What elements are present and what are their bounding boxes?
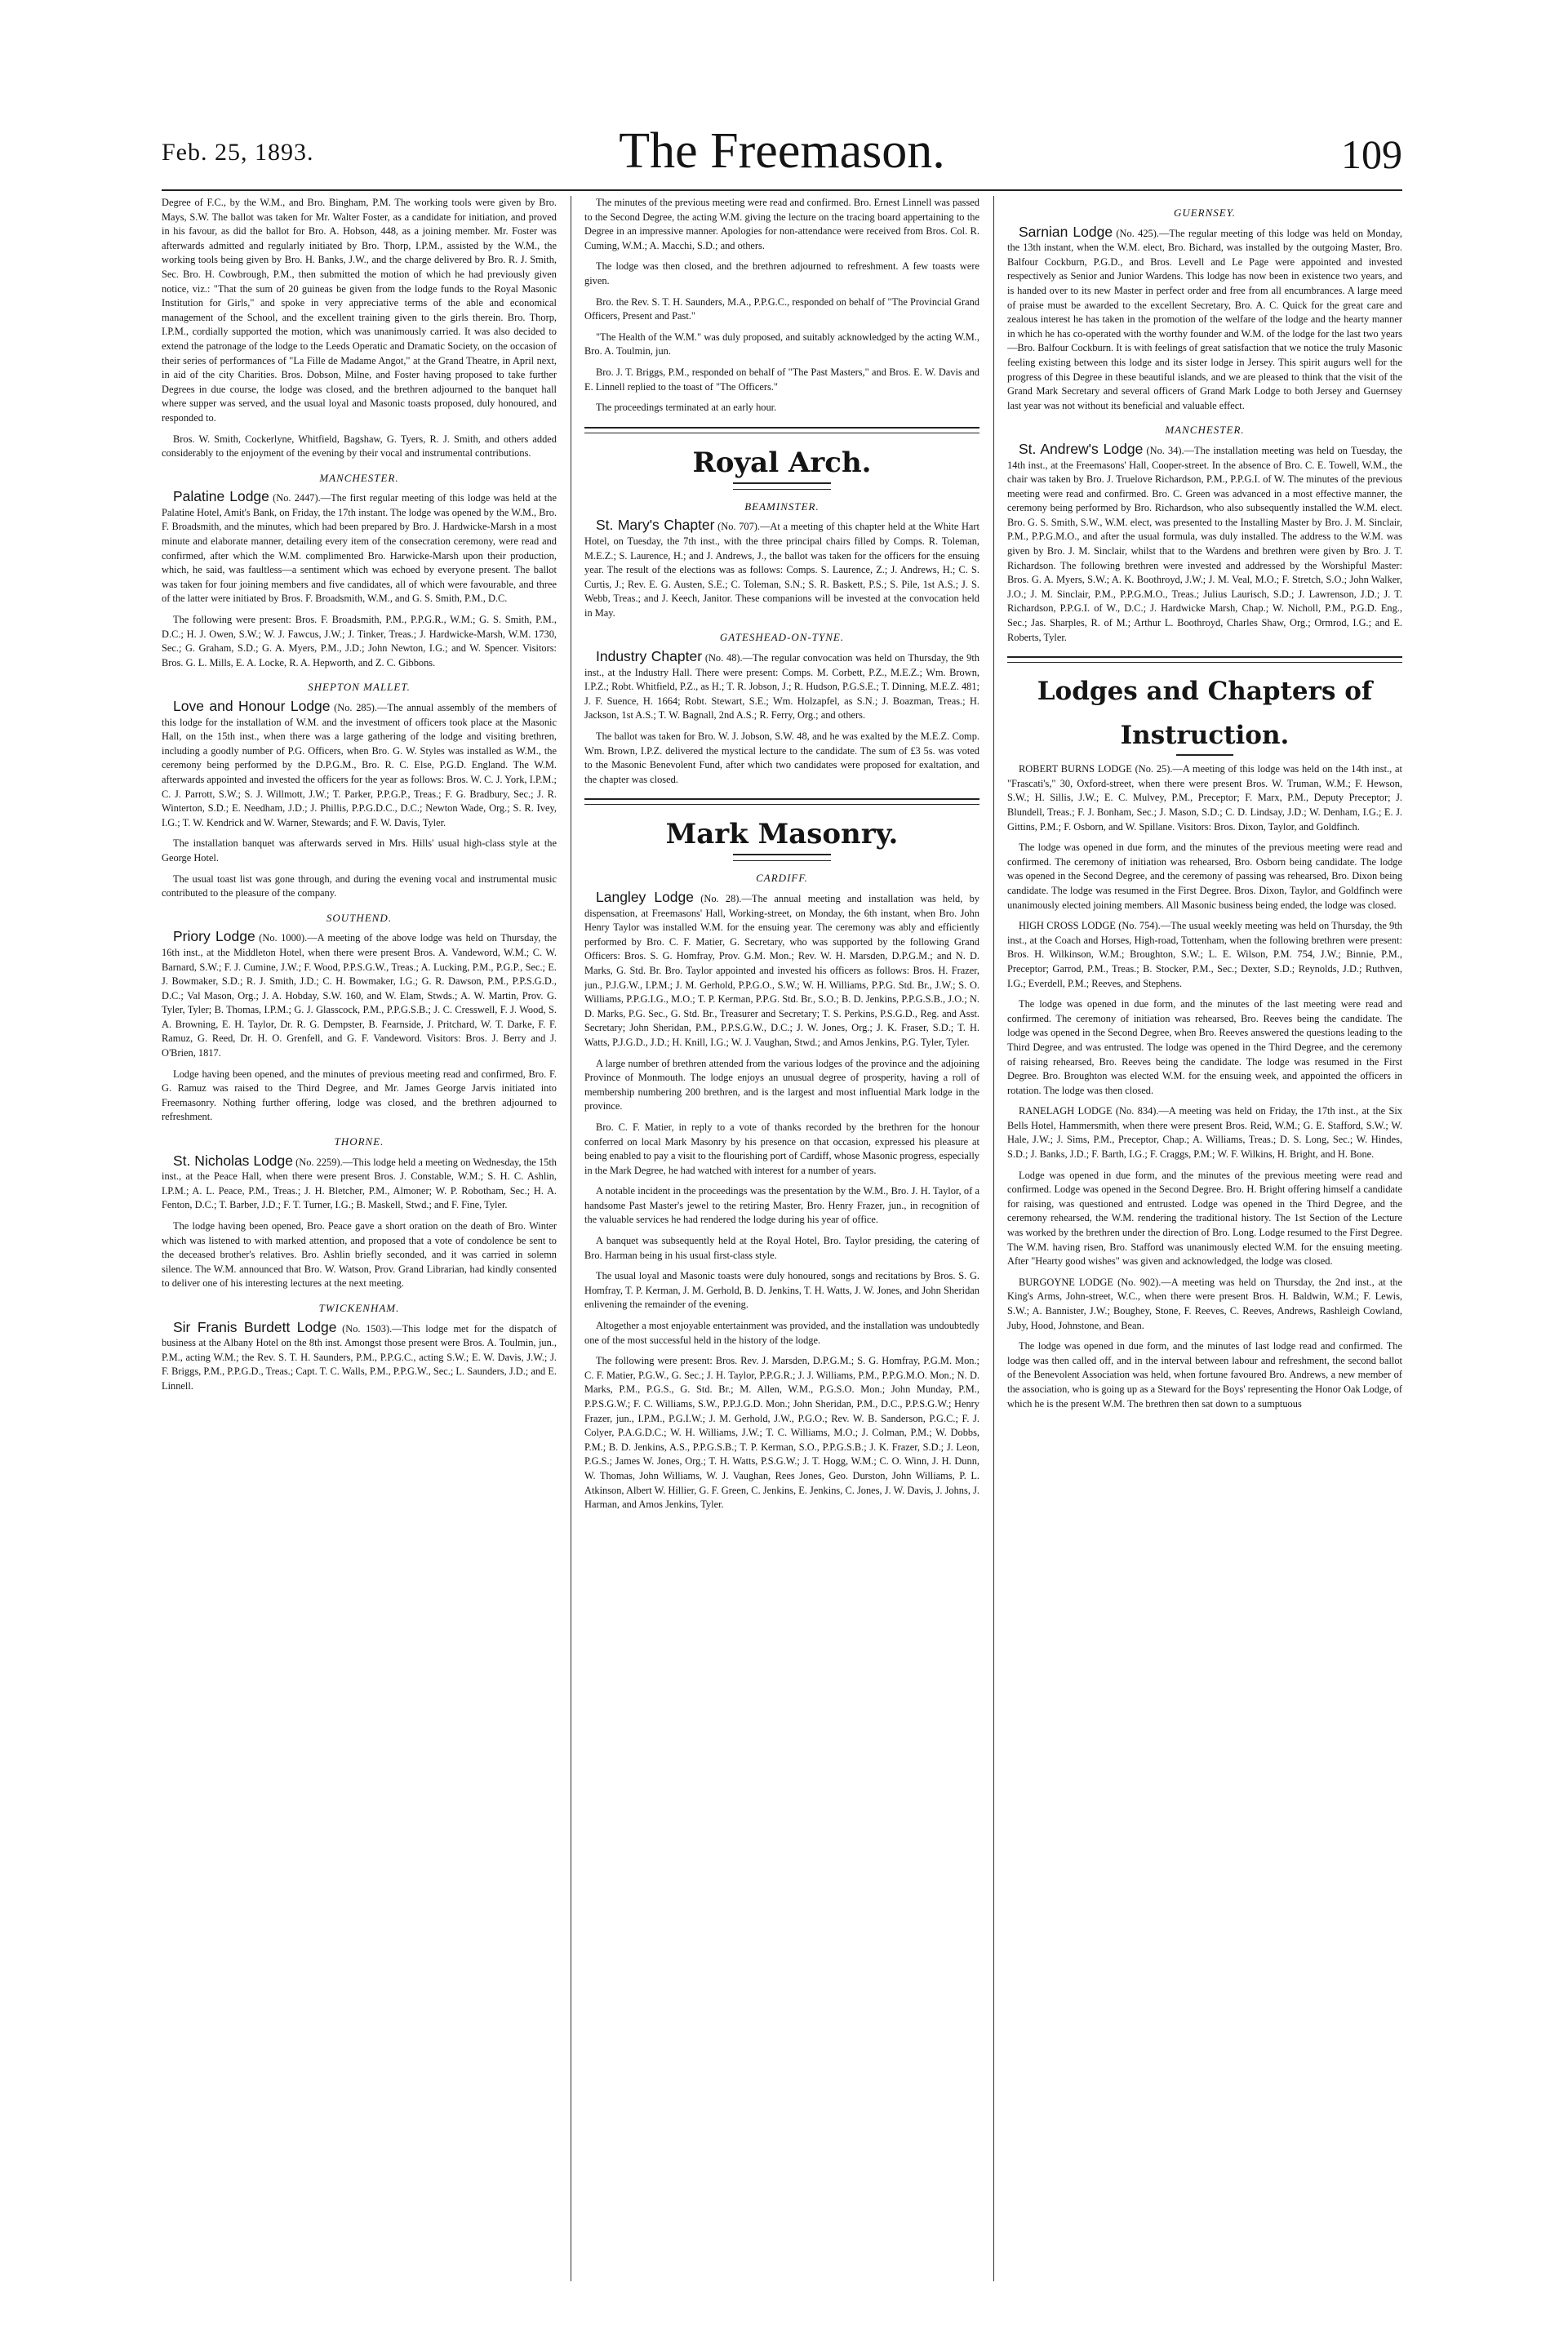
chapter-name: Industry Chapter [596, 648, 703, 665]
chapter-report [584, 518, 979, 620]
place-heading: GUERNSEY. [1173, 206, 1237, 219]
article-paragraph: Bro. C. F. Matier, in reply to a vote of thanks recorded by the brethren for the honour conferred on local Mark Masonry by his presence on that occasion, expressed his pleasure at being enabled to pay a visit to the flourishing port of Cardiff, whose Masonic progress, especially in the Mark Degree, he had watched with interest for a number of years. [584, 1121, 979, 1176]
report-text: (No. 28).—The annual meeting and installation was held, by dispensation, at Freemasons' Hall, Working-street, on Monday, the 6th instant, when Bro. John Henry Taylor was installed W.M. for the ensuing year. The ceremony was ably and efficiently performed by Bro. C. F. Matier, G. Secretary, who was supported by the following Grand Officers: Bros. S. G. Homfray, Prov. G.M. Mon.; Rev. W. H. Marsden, D.P.G.M.; and N. D. Marks, G. Std. Br. Bro. Taylor appointed and invested his officers as follows: Bros. H. Frazer, jun., P.J.G.W., I.P.M.; J. M. Gerhold, P.P.G.O., S.W.; W. H. Williams, P.P.G. Std. Br., J.W.; S. O. Williams, P.P.G.I.G., M.O.; T. P. Kerman, P.P.G. Std. Br., S.O.; B. D. Jenkins, P.P.G.S.B., J.O.; N. D. Marks, P.G. Sec., G. Std. Br., Treasurer and Secretary; T. S. Perkins, P.S.G.D., Reg. and Asst. Secretary; John Sheridan, P.M., P.P.S.G.W., D.C.; J. W. Jones, Org.; J. K. Fraser, S.D.; T. H. Watts, P.J.G.D., J.D.; H. Knill, I.G.; W. J. Vaughan, Stwd.; and Amos Jenkins, P.G. Tyler, Tyler. [584, 893, 979, 1048]
article-paragraph: Bro. J. T. Briggs, P.M., responded on behalf of "The Past Masters," and Bros. E. W. Davis and E. Linnell replied to the toast of "The Officers." [584, 366, 979, 393]
report-text: (No. 425).—The regular meeting of this lodge was held on Monday, the 13th instant, when the W.M. elect, Bro. Bichard, was installed by the outgoing Master, Bro. Balfour Cockburn, P.G.D., and Bros. Levell and Le Page were appointed and invested respectively as Senior and Junior Wardens. This lodge has now been in existence two years, and is handed over to its new Master in perfect order and free from all encumbrances. A large meed of praise must be awarded to the excellent Secretary, Bro. A. C. Quick for the great care and zealous interest he has taken in the promotion of the welfare of the lodge and the hearty manner in which he has co-operated with the worthy founder and W.M. of the lodge for the last two years—Bro. Balfour Cockburn. It is with feelings of great satisfaction that we notice the truly Masonic feeling existing between this lodge and its sister lodge in Jersey. This spirit augurs well for the progress of this Degree in these beautiful islands, and we are pleased to think that the visit of the Grand Mark Secretary and several officers of Grand Mark Lodge to both Jersey and Guernsey last year was not without its beneficial and valuable effect. [1007, 227, 1402, 411]
page-number: 109 [1341, 131, 1402, 177]
section-ornament [733, 854, 831, 861]
article-paragraph: The following were present: Bros. F. Broadsmith, P.M., P.P.G.R., W.M.; G. S. Smith, P.M., D.C.; H. J. Owen, S.W.; W. J. Fawcus, J.W.; J. Tinker, Treas.; J. Hardwicke-Marsh, W.M. 1730, Sec.; G. Graham, S.D.; G. A. Myers, P.M., J.D.; John Newton, I.G.; and W. Spencer. Visitors: Bros. G. L. Mills, E. A. Locke, R. A. Hepworth, and Z. C. Gibbons. [162, 614, 557, 668]
column-2 [584, 196, 979, 2281]
article-paragraph: Bros. W. Smith, Cockerlyne, Whitfield, Bagshaw, G. Tyers, R. J. Smith, and others added considerably to the enjoyment of the evening by their vocal and instrumental contributions. [162, 433, 557, 460]
article-paragraph: The lodge was opened in due form, and the minutes of the last meeting were read and confirmed. The ceremony of initiation was rehearsed, Bro. Reeves being the candidate. The lodge was opened in the Second Degree, when Bro. Reeves answered the questions leading to the Third Degree, and was entrusted. The lodge was opened in the Third Degree, and the ceremony of raising rehearsed, Bro. Reeves being the candidate. The lodge was resumed in the First Degree. Bro. Broughton was elected W.M. for the ensuing week, and appointed the officers in rotation. The lodge was then closed. [1007, 998, 1402, 1096]
report-text: (No. 707).—At a meeting of this chapter held at the White Hart Hotel, on Tuesday, the 7th inst., with the three principal chairs filled by Comps. R. Toleman, M.E.Z.; S. Laurence, H.; and J. Andrews, J., the ballot was taken for the officers for the ensuing year. The result of the elections was as follows: Comps. S. Laurence, Z.; J. Andrews, H.; C. S. Curtis, J.; Rev. E. G. Austen, S.E.; C. Toleman, S.N.; S. R. Baskett, P.S.; S. Pile, 1st A.S.; J. S. Webb, Treas.; and J. Keech, Janitor. These companions will be invested at the convocation held in May. [584, 521, 979, 619]
lodge-name: Priory Lodge [173, 928, 255, 945]
report-text: (No. 2447).—The first regular meeting of this lodge was held at the Palatine Hotel, Amit's Bank, on Friday, the 17th instant. The lodge was opened by the W.M., Bro. F. Broadsmith, and the minutes, which had been prepared by Bro. J. Hardwicke-Marsh in a most minute and elaborate manner, detailing every item of the consecration ceremony, were read and confirmed, after which the W.M. complimented Bro. Harwicke-Marsh upon their production, which, he said, was faultless—a sentiment which was echoed by everyone present. The ballot was taken for four joining members and five candidates, all of which were favourable, and three of the latter were initiated by Bros. F. Broadsmith, W.M., and G. S. Smith, P.M., D.C. [162, 492, 557, 605]
report-text: (No. 48).—The regular convocation was held on Thursday, the 9th inst., at the Industry Hall. There were present: Comps. M. Corbett, P.Z., M.E.Z.; Wm. Brown, I.P.Z.; Robt. Whitfield, P.Z., as H.; T. R. Jobson, J.; R. Hudson, P.G.S.E.; T. Dinning, M.E.Z. 481; J. F. Suence, H. 1664; Robt. Stewart, S.E.; Wm. Holzapfel, as S.N.; J. Boazman, Treas.; H. Jackson, 1st A.S.; T. W. Bagnall, 2nd A.S.; R. Ferry, Org.; and others. [584, 652, 979, 722]
section-heading-mark-masonry: Mark Masonry. [665, 818, 899, 851]
article-paragraph: RANELAGH LODGE (No. 834).—A meeting was held on Friday, the 17th inst., at the Six Bells Hotel, Hammersmith, when there were present Bros. Reid, W.M.; G. E. Stafford, S.W.; W. Hale, J.W.; J. Sims, P.M., Preceptor, Chap.; A. Williams, Treas.; D. S. Long, Sec.; W. Hindes, S.D.; J. Banks, J.D.; F. Barth, I.G.; F. Craggs, P.M.; W. F. Wilkins, H. Bright, and H. Bone. [1007, 1105, 1402, 1161]
lodge-name: St. Andrew's Lodge [1019, 440, 1144, 457]
article-paragraph: The usual toast list was gone through, and during the evening vocal and instrumental music contributed to the pleasure of the company. [162, 873, 557, 899]
section-ornament [733, 482, 831, 490]
article-paragraph: Lodge having been opened, and the minutes of previous meeting read and confirmed, Bro. F. G. Ramuz was raised to the Third Degree, and Mr. James George Jarvis initiated into Freemasonry. Nothing further offering, lodge was closed, and the brethren adjourned to refreshment. [162, 1068, 557, 1123]
article-paragraph: The following were present: Bros. Rev. J. Marsden, D.P.G.M.; S. G. Homfray, P.G.M. Mon.; C. F. Matier, P.G.W., G. Sec.; J. H. Taylor, P.P.G.R.; J. J. Williams, P.M., P.P.G.M.O. Mon.; N. D. Marks, P.M., P.G.S., G. Std. Br.; M. Allen, W.M., P.G.S.O. Mon.; John Munday, P.M., P.P.S.G.W.; F. C. Williams, S.W., P.P.J.G.D. Mon.; John Sheridan, P.M., D.C., P.P.S.G.W.; Henry Frazer, jun., I.P.M., P.G.I.W.; J. M. Gerhold, J.W., P.G.O.; Rev. W. B. Sanderson, P.G.C.; F. J. Colyer, P.A.G.D.C.; W. H. Williams, J.W.; T. C. Williams, M.O.; J. Colman, P.M.; W. Dobbs, P.M.; B. D. Jenkins, A.S., P.P.G.S.B.; T. P. Kerman, S.O., P.P.G.S.B.; J. K. Frazer, S.D.; J. Leon, P.G.S.; James W. Jones, Org.; T. H. Watts, P.S.G.W.; J. T. Hogg, W.M.; C. O. Winn, J. H. Dunn, W. Thomas, John Williams, W. J. Vaughan, Rees Jones, Geo. Durston, John Williams, P. L. Atkinson, Albert W. Hillier, G. F. Green, C. Jenkins, E. Jenkins, C. Jones, J. W. Davis, J. Johns, J. Harman, and Amos Jenkins, Tyler. [584, 1355, 979, 1511]
lodge-report [1007, 225, 1402, 414]
chapter-name: St. Mary's Chapter [596, 517, 715, 534]
place-heading: THORNE. [334, 1135, 384, 1148]
report-text: (No. 285).—The annual assembly of the members of this lodge for the installation of W.M. and the investment of officers took place at the Masonic Hall, on the 15th inst., when there was a large gathering of the lodge and visiting brethren, including a goodly number of P.G. Officers, when Bro. G. W. Styles was installed as W.M., the ceremony being performed by the D.P.G.M., Bro. R. C. Else, P.G.D. England. The W.M. afterwards appointed and invested the officers for the year as follows: Bros. W. C. J. York, I.P.M.; C. J. Parrott, S.W.; S. J. Willmott, J.W.; T. Parker, P.P.G.P., Treas.; F. G. Bradbury, Sec.; J. R. Winterton, S.D.; E. Needham, J.D.; J. Phillis, P.P.G.D.C., D.C.; Newton Wade, Org.; S. R. Ivey, I.G.; T. W. Kendrick and W. Warner, Stewards; and F. W. Davis, Tyler. [162, 702, 557, 828]
report-text: (No. 2259).—This lodge held a meeting on Wednesday, the 15th inst., at the Peace Hall, when there were present Bros. J. Constable, W.M.; S. H. C. Ashlin, I.P.M.; A. L. Peace, P.M., Treas.; J. H. Bletcher, P.M., Almoner; W. P. Robotham, Sec.; H. A. Fenton, D.C.; T. Barber, J.D.; F. T. Turner, I.G.; B. Maskell, Stwd.; and F. Fine, Tyler. [162, 1156, 557, 1211]
lodge-report [162, 1318, 557, 1394]
lodge-report [162, 699, 557, 830]
article-paragraph: HIGH CROSS LODGE (No. 754).—The usual weekly meeting was held on Thursday, the 9th inst., at the Coach and Horses, High-road, Tottenham, when the following brethren were present: Bros. H. Wilkinson, W.M.; Broughton, S.W.; L. E. Wilson, P.M. 754, J.W.; Binnie, P.M., Preceptor; Garrod, P.M., Treas.; B. Stocker, P.M., Sec.; Dexter, S.D.; Reynolds, J.D.; Ruthven, I.G.; Everdell, P.M.; Reeves, and Stephens. [1007, 920, 1402, 989]
issue-date: Feb. 25, 1893. [162, 139, 314, 166]
article-paragraph: The proceedings terminated at an early hour. [596, 402, 777, 414]
lodge-report [162, 1154, 557, 1213]
lodge-report [162, 490, 557, 606]
article-paragraph: The ballot was taken for Bro. W. J. Jobson, S.W. 48, and he was exalted by the M.E.Z. Comp. Wm. Brown, I.P.Z. delivered the mystical lecture to the candidate. The sum of £3 5s. was voted to the Masonic Benevolent Fund, after which two candidates were proposed for exaltation, and the chapter was closed. [584, 731, 979, 785]
place-heading: BEAMINSTER. [744, 500, 820, 513]
chapter-report [584, 650, 979, 723]
column-3 [1007, 196, 1402, 2281]
place-heading: CARDIFF. [756, 872, 808, 885]
section-heading-instruction: Instruction. [1120, 721, 1290, 751]
place-heading: MANCHESTER. [319, 471, 399, 484]
section-heading-lodges-chapters: Lodges and Chapters of [1037, 677, 1373, 707]
lodge-name: Sir Franis Burdett Lodge [173, 1318, 337, 1335]
lodge-report [584, 890, 979, 1050]
place-heading: MANCHESTER. [1165, 424, 1245, 437]
column-divider [993, 196, 994, 2281]
place-heading: SOUTHEND. [326, 911, 393, 924]
article-paragraph: The lodge was opened in due form, and the minutes of the previous meeting were read and confirmed. The ceremony of initiation was rehearsed, Bro. Osborn being candidate. The lodge was opened in the Second Degree, and the ceremony of passing was rehearsed, Bro. Dixon being candidate. The lodge was resumed in the First Degree. Bros. Dixon, Taylor, and Goldfinch were unanimously elected joining members. All Masonic business being ended, the lodge was closed. [1007, 842, 1402, 911]
lodge-name: Love and Honour Lodge [173, 698, 331, 714]
article-paragraph: Degree of F.C., by the W.M., and Bro. Bingham, P.M. The working tools were given by Bro. Mays, S.W. The ballot was taken for Mr. Walter Foster, as a candidate for initiation, and proved in his favour, as did the ballot for Bro. A. Hobson, 448, as a joining member. Mr. Foster was afterwards admitted and regularly initiated by Bro. Thorp, I.P.M., assisted by the W.M., the working tools being given by Bro. H. Banks, J.W., and the charge delivered by Bro. R. J. Smith, Sec. Bro. H. Cowbrough, P.M., then submitted the motion of which he had previously given notice, viz.: "That the sum of 20 guineas be given from the lodge funds to the Royal Masonic Institution for Girls," and spoke in very appreciative terms of the able and economical management of the School, and the excellent training given to the girls therein. Bro. Thorp, I.P.M., cordially supported the motion, which was unanimously carried. It was also decided to extend the patronage of the lodge to the Leeds Operatic and Dramatic Society, on the occasion of their series of performances of "La Fille de Madame Angot," at the Grand Theatre, in April next, in aid of the city Charities. Bros. Dobson, Milne, and Foster having proposed to take further Degrees in due course, the lodge was closed, and the brethren adjourned to the banquet hall where supper was served, and the usual loyal and Masonic toasts proposed, duly honoured, and responded to. [162, 197, 557, 424]
section-rule [584, 798, 979, 805]
lodge-name: Sarnian Lodge [1019, 223, 1113, 240]
lodge-name: Langley Lodge [596, 889, 694, 905]
masthead [162, 122, 1402, 188]
article-paragraph: "The Health of the W.M." was duly proposed, and suitably acknowledged by the acting W.M., Bro. A. Toulmin, jun. [584, 331, 979, 357]
article-paragraph: The minutes of the previous meeting were read and confirmed. Bro. Ernest Linnell was passed to the Second Degree, the acting W.M. giving the lecture on the tracing board appertaining to the Degree in an impressive manner. Apologies for non-attendance were received from Bros. Col. R. Cuming, W.M.; A. Macchi, S.D.; and others. [584, 197, 979, 251]
article-paragraph: ROBERT BURNS LODGE (No. 25).—A meeting of this lodge was held on the 14th inst., at "Frascati's," 30, Oxford-street, when there were present Bros. W. Truman, W.M.; F. Hewson, S.W.; H. Sillis, J.W.; E. C. Mulvey, P.M., Preceptor; F. Marx, P.M., Deputy Preceptor; J. Blundell, Treas.; F. J. Bonham, Sec.; J. Mason, S.D.; C. D. Lindsay, J.D.; W. Denham, I.G.; E. J. Gittins, P.M.; F. Osborn, and W. Spillane. Visitors: Bros. Dixon, Taylor, and Goldfinch. [1007, 763, 1402, 833]
lodge-name: Palatine Lodge [173, 488, 269, 505]
header-rule [162, 189, 1402, 191]
place-heading: GATESHEAD-ON-TYNE. [719, 631, 845, 644]
article-paragraph: A large number of brethren attended from the various lodges of the province and the adjoining Province of Monmouth. The lodge enjoys an unusual degree of prosperity, having a roll of membership numbering 200 brethren, and is the largest and most influential Mark lodge in the province. [584, 1057, 979, 1112]
article-paragraph: The lodge having been opened, Bro. Peace gave a short oration on the death of Bro. Winter which was listened to with marked attention, and proposed that a vote of condolence be sent to the deceased brother's relatives. Bro. Ashlin briefly seconded, and it was carried in solemn silence. The W.M. announced that Bro. W. Watson, Prov. Grand Librarian, had kindly consented to deliver one of his interesting lectures at the next meeting. [162, 1220, 557, 1290]
section-rule [1007, 656, 1402, 663]
newspaper-title: The Freemason. [619, 123, 945, 179]
article-paragraph: Lodge was opened in due form, and the minutes of the previous meeting were read and confirmed. Lodge was opened in the Second Degree. Bro. H. Bright offering himself a candidate for raising, was questioned and entrusted. Lodge was opened in the Third Degree, and the ceremony rehearsed, the W.M. rendering the traditional history. The 1st Section of the Lecture was worked by the brethren under the direction of Bro. Long. Lodge resumed to the First Degree. The W.M. having risen, Bro. Stafford was unanimously elected W.M. for the ensuing meeting. After "Hearty good wishes" was given and acknowledged, the lodge was closed. [1007, 1169, 1402, 1268]
section-rule [584, 427, 979, 433]
article-paragraph: Bro. the Rev. S. T. H. Saunders, M.A., P.P.G.C., responded on behalf of "The Provincial Grand Officers, Present and Past." [584, 295, 979, 322]
lodge-report [1007, 442, 1402, 645]
report-text: (No. 1000).—A meeting of the above lodge was held on Thursday, the 16th inst., at the Middleton Hotel, when there were present Bros. A. Vandeword, W.M.; C. W. Barnard, S.W.; F. J. Cumine, J.W.; F. Wood, P.P.S.G.W., Treas.; A. Lucking, P.M., P.G.P., Sec.; E. J. Bowmaker, S.D.; R. J. Smith, J.D.; C. H. Bowmaker, I.G.; G. R. Dawson, P.M., P.P.S.G.D., D.C.; Val Mason, Org.; J. A. Hobday, S.W. 160, and W. Elam, Stwds.; A. W. Martin, Prov. G. Tyler, Tyler; B. Thomas, I.P.M.; G. J. Glasscock, P.M., P.P.G.S.B.; J. C. Cresswell, F. J. Wood, S. A. Browning, E. H. Taylor, Dr. R. G. Dempster, B. Fearnside, J. Pritchard, W. T. Darke, F. F. Ramuz, G. Reed, Dr. H. O. Grenfell, and G. F. Vandeword. Visitors: Bros. J. Berry and J. O'Brien, 1817. [162, 932, 557, 1059]
article-paragraph: The installation banquet was afterwards served in Mrs. Hills' usual high-class style at the George Hotel. [162, 837, 557, 864]
column-1 [162, 196, 557, 2281]
article-paragraph: The lodge was then closed, and the brethren adjourned to refreshment. A few toasts were given. [584, 260, 979, 286]
section-ornament [1176, 754, 1233, 756]
article-paragraph: A notable incident in the proceedings was the presentation by the W.M., Bro. J. H. Taylor, of a handsome Past Master's jewel to the retiring Master, Bro. Henry Frazer, jun., in recognition of the valuable services he had rendered the lodge during his year of office. [584, 1185, 979, 1226]
section-heading-royal-arch: Royal Arch. [692, 446, 872, 479]
place-heading: TWICKENHAM. [318, 1301, 400, 1314]
lodge-name: St. Nicholas Lodge [173, 1152, 293, 1169]
lodge-report [162, 930, 557, 1060]
article-paragraph: Altogether a most enjoyable entertainment was provided, and the installation was undoubtedly one of the most successful held in the history of the lodge. [584, 1320, 979, 1346]
article-paragraph: The usual loyal and Masonic toasts were duly honoured, songs and recitations by Bros. S. G. Homfray, T. P. Kerman, J. M. Gerhold, B. D. Jenkins, T. H. Watts, J. W. Jones, and John Sheridan enlivening the remainder of the evening. [584, 1270, 979, 1311]
article-paragraph: The lodge was opened in due form, and the minutes of last lodge read and confirmed. The lodge was then called off, and in the interval between labour and refreshment, the second ballot of the Benevolent Association was held, when fortune favoured Bro. Andrews, a new member of the association, who is going up as a Steward for the Boys' representing the Honor Oak Lodge, of which he is the present W.M. The brethren then sat down to a sumptuous [1007, 1340, 1402, 1410]
article-paragraph: BURGOYNE LODGE (No. 902).—A meeting was held on Thursday, the 2nd inst., at the King's Arms, John-street, W.C., when there were present Bros. H. Baldwin, W.M.; F. Lewis, S.W.; A. Bannister, J.W.; Boughey, Stone, F. Reeves, C. Reeves, Andrews, Rashleigh Cowland, Juby, Hood, Johnstone, and Bean. [1007, 1276, 1402, 1331]
article-paragraph: A banquet was subsequently held at the Royal Hotel, Bro. Taylor presiding, the catering of Bro. Harman being in his usual first-class style. [584, 1235, 979, 1261]
report-text: (No. 34).—The installation meeting was held on Tuesday, the 14th inst., at the Freemasons' Hall, Cooper-street. In the absence of Bro. C. E. Towell, W.M., the chair was taken by Bro. J. Truelove Richardson, P.M., P.P.G.I. of W. The minutes of the previous meeting were read and confirmed. Bro. C. Green was advanced in a most effective manner, the ceremony being performed by Bro. Richardson, who also subsequently installed the W.M. elect. Bro. G. S. Smith, S.W., W.M. elect, was presented to the Installing Master by Bro. J. M. Sinclair, P.M., P.P.G.M.O., and after the usual formula, was duly installed. The address to the W.M. was given by Bro. J. M. Sinclair, whilst that to the Wardens and brethren were given by Bro. J. T. Richardson. The following brethren were invested and addressed by the Worshipful Master: Bros. G. A. Myers, S.W.; A. K. Boothroyd, J.W.; J. M. Veal, M.O.; F. Stretch, S.O.; John Walker, J.O.; J. M. Sinclair, P.M., P.P.G.M.O., Treas.; Julius Laurisch, S.D.; J. Lawrenson, J.D.; J. T. Richardson, P.P.G.I. of W., D.C.; J. Hardwicke Marsh, Chap.; W. Nicholl, P.M., P.G.D. Eng., Sec.; Jas. Sharples, R. of M.; Arthur L. Boothroyd, Charles Shaw, Org.; Ormrod, I.G.; and E. Roberts, Tyler. [1007, 444, 1402, 643]
place-heading: SHEPTON MALLET. [308, 681, 411, 694]
report-text: (No. 1503).—This lodge met for the dispatch of business at the Albany Hotel on the 8th inst. Amongst those present were Bros. A. Toulmin, jun., P.M., acting W.M.; the Rev. S. T. H. Saunders, P.M., P.P.G.C., acting S.W.; E. W. Davis, J.W.; J. F. Briggs, P.M., P.P.G.D., Treas.; Capt. T. C. Walls, P.M., P.P.G.W., Sec.; L. Saunders, J.D.; and E. Linnell. [162, 1322, 557, 1392]
